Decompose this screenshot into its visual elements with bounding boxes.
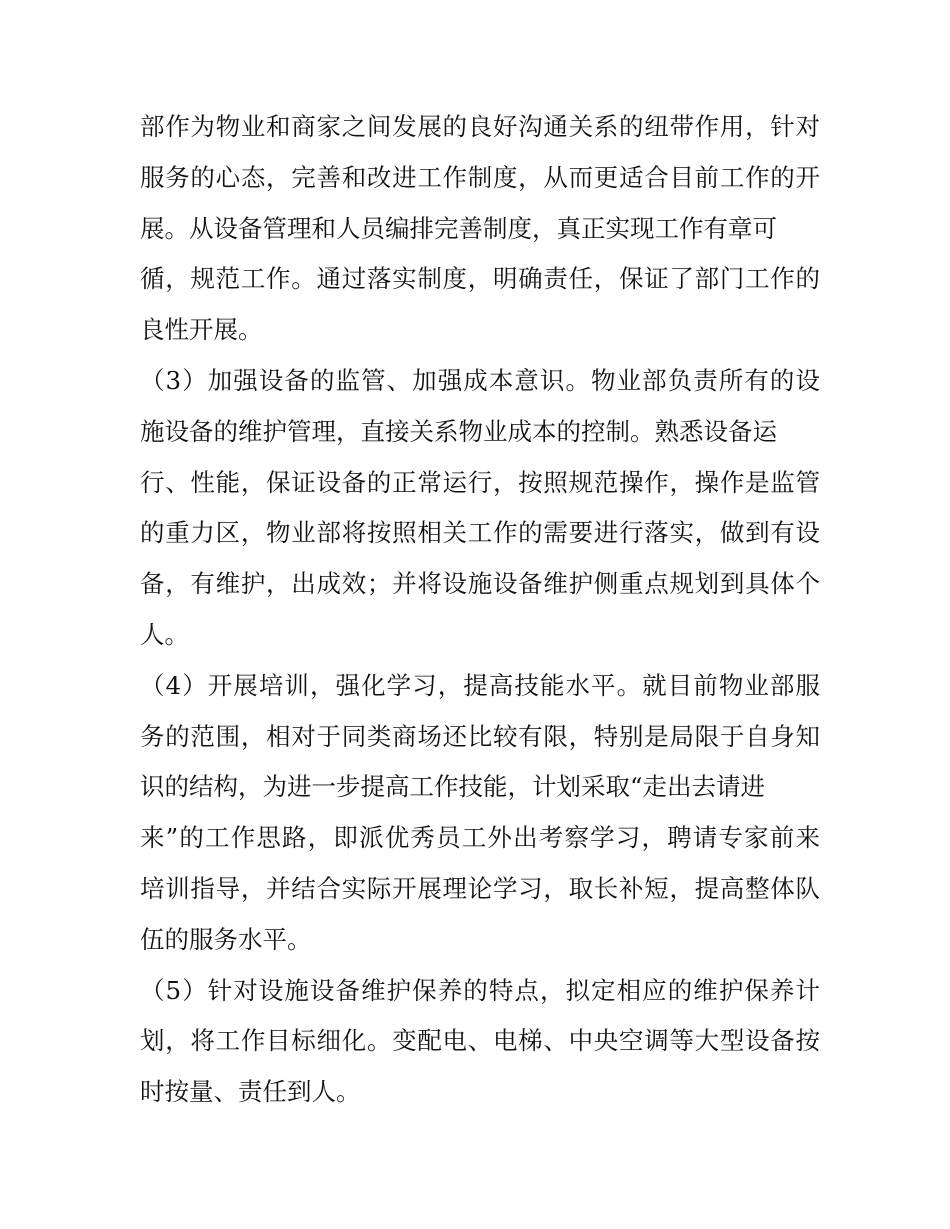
- text-line: （3）加强设备的监管、加强成本意识。物业部负责所有的设: [140, 365, 820, 395]
- paragraph-item-4: [140, 661, 820, 966]
- text-line: 的重力区，物业部将按照相关工作的需要进行落实，做到有设: [140, 518, 820, 548]
- text-line: 伍的服务水平。: [140, 924, 312, 954]
- text-line: 良性开展。: [140, 315, 263, 345]
- document-body: [140, 102, 820, 1118]
- paragraph-item-3: [140, 356, 820, 661]
- text-line: 识的结构，为进一步提高工作技能，计划采取“走出去请进: [140, 772, 766, 802]
- text-line: 施设备的维护管理，直接关系物业成本的控制。熟悉设备运: [140, 416, 777, 446]
- text-line: （4）开展培训，强化学习，提高技能水平。就目前物业部服: [140, 670, 820, 700]
- paragraph-item-5: [140, 966, 820, 1118]
- text-line: 部作为物业和商家之间发展的良好沟通关系的纽带作用，针对: [140, 112, 820, 141]
- text-line: 务的范围，相对于同类商场还比较有限，特别是局限于自身知: [140, 721, 820, 751]
- text-line: 行、性能，保证设备的正常运行，按照规范操作，操作是监管: [140, 467, 820, 497]
- text-line: 时按量、责任到人。: [140, 1077, 361, 1107]
- text-line: 人。: [140, 619, 189, 649]
- text-line: 备，有维护，出成效；并将设施设备维护侧重点规划到具体个: [140, 569, 820, 599]
- text-line: 服务的心态，完善和改进工作制度，从而更适合目前工作的开: [140, 162, 820, 192]
- text-line: 培训指导，并结合实际开展理论学习，取长补短，提高整体队: [140, 873, 820, 903]
- paragraph-continuation: [140, 102, 820, 356]
- text-line: 划，将工作目标细化。变配电、电梯、中央空调等大型设备按: [140, 1026, 820, 1056]
- text-line: （5）针对设施设备维护保养的特点，拟定相应的维护保养计: [140, 975, 820, 1005]
- text-line: 循，规范工作。通过落实制度，明确责任，保证了部门工作的: [140, 264, 820, 294]
- text-line: 展。从设备管理和人员编排完善制度，真正实现工作有章可: [140, 213, 777, 243]
- text-line: 来”的工作思路，即派优秀员工外出考察学习，聘请专家前来: [140, 823, 820, 853]
